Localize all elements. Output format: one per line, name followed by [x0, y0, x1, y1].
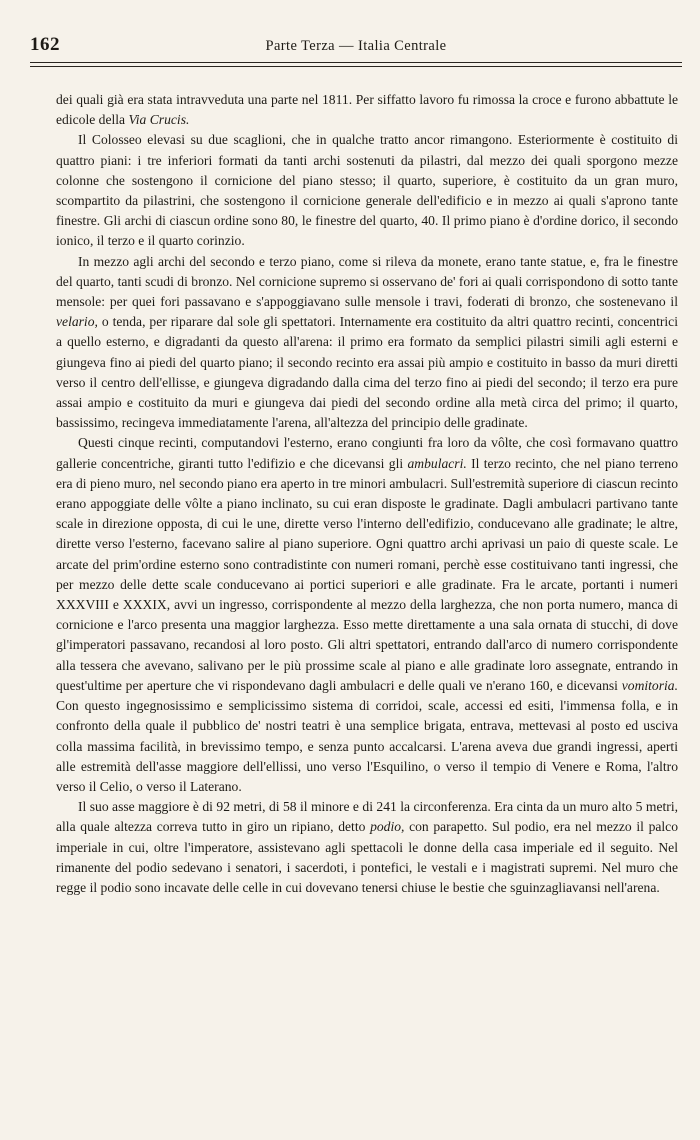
text-segment-italic: podio,: [370, 819, 405, 835]
running-title: Parte Terza — Italia Centrale: [265, 38, 447, 54]
text-segment-italic: velario,: [56, 314, 98, 330]
text-segment: dei quali già era stata intravveduta una parte nel 1811. Per siffatto lavoro fu rimossa la croce e furono abbattute le edicole della: [56, 92, 678, 128]
text-segment: Il Colosseo elevasi su due scaglioni, che in qualche tratto ancor rimangono. Esteriormente è costituito di quattro piani: i tre inferiori formati da tanti archi sostenuti da pilastri, dal mezzo dei quali sporgono mezze colonne che sostengono il cornicione del piano stesso; il quarto, superiore, è costituito da un gran muro, scompartito da pilastrini, che sostengono il cornicione generale dell'edificio e in mezzo ai quali s'aprono tante finestre. Gli archi di ciascun ordine sono 80, le finestre del quarto, 40. Il primo piano è d'ordine dorico, il secondo ionico, il terzo e il quarto corinzio.: [56, 132, 678, 249]
text-segment: o tenda, per riparare dal sole gli spettatori. Internamente era costituito da altri quattro recinti, concentrici a quello esterno, e digradanti da questo all'arena: il primo era formato da semplici pilastri simili agli esterni e giungeva fino ai piedi del quarto piano; il secondo recinto era assai più ampio e costituito in basso da muri diretti verso il centro dell'ellisse, e giungeva digradando dalla cima del terzo fino ai piedi del secondo; il terzo era pure assai ampio e costituito da muri e giungeva dai piedi del secondo ordine alla metà circa del primo; il quarto, bassissimo, recingeva immediatamente l'arena, all'altezza del principio delle gradinate.: [56, 314, 678, 431]
header-rule-thick: [30, 62, 682, 63]
paragraph: [56, 130, 678, 251]
paragraph: [56, 90, 678, 130]
body-text: [56, 90, 678, 898]
text-segment: con parapetto. Sul podio, era nel mezzo il palco imperiale in cui, oltre l'imperatore, assistevano agli spettacoli le donne della casa imperiale ed il seguito. Nel rimanente del podio sedevano i senatori, i sacerdoti, i pontefici, le vestali e i magistrati supremi. Nel muro che regge il podio sono incavate delle celle in cui dovevano tenersi chiuse le bestie che sguinzagliavansi nell'arena.: [56, 819, 679, 895]
text-segment: Il suo asse maggiore è di 92 metri, di 58 il minore e di 241 la circonferenza. Era cinta da un muro alto 5 metri, alla quale altezza correva tutto in giro un ripiano, detto: [56, 799, 678, 835]
text-segment: Con questo ingegnosissimo e semplicissimo sistema di corridoi, scale, accessi ed esiti, l'immensa folla, e in confronto della quale il pubblico de' nostri teatri è una semplice brigata, entrava, mettevasi al posto ed usciva colla massima facilità, in brevissimo tempo, e senza punto accalcarsi. L'arena aveva due grandi ingressi, aperti alle estremità dell'asse maggiore dell'ellissi, uno verso l'Esquilino, o verso il tempio di Venere e Roma, l'altro verso il Celio, o verso il Laterano.: [56, 698, 678, 794]
text-segment-italic: vomitoria.: [621, 677, 678, 693]
text-segment-italic: ambulacri.: [407, 455, 467, 471]
paragraph: [56, 252, 678, 434]
text-segment: Il terzo recinto, che nel piano terreno era di pieno muro, nel secondo piano era aperto in tre minori ambulacri. Sull'estremità superiore di ciascun recinto erano appoggiate delle vôlte a piano inclinato, su cui eran disposte le gradinate. Dagli ambulacri partivano tante scale in direzione opposta, di cui le une, dirette verso l'interno dell'edifizio, conducevano alle gradinate; le altre, dirette verso l'esterno, facevano salire al piano superiore. Ogni quattro archi aprivasi un paio di queste scale. Le arcate del prim'ordine esterno sono contradistinte con numeri romani, perchè esse costituivano tanti ingressi, che per mezzo delle dette scale conducevano ai portici superiori e alle gradinate. Fra le arcate, portanti i numeri XXXVIII e XXXIX, avvi un ingresso, corrispondente al mezzo della larghezza, che non porta numero, manca di cornicione e l'arco presenta una maggior larghezza. Esso mette direttamente a una sala ornata di stucchi, di dove gl'imperatori passavano, recandosi al loro posto. Gli altri spettatori, entrando dall'arco di numero corrispondente alla tessera che avevano, salivano per le più prossime scale al piano e alle gradinate loro assegnate, entrando in quest'ultime per aperture che vi rispondevano dagli ambulacri e delle quali ve n'erano 160, e dicevansi: [56, 455, 678, 693]
page-number: 162: [30, 34, 60, 55]
paragraph: [56, 797, 678, 898]
header-rule-thin: [30, 66, 682, 67]
text-segment: In mezzo agli archi del secondo e terzo piano, come si rileva da monete, erano tante statue, e, fra le finestre del quarto, tanti scudi di bronzo. Nel cornicione supremo si osservano de' fori ai quali corrispondono di sotto tante mensole: per quei fori passavano e s'appoggiavano sulle mensole i travi, foderati di bronzo, che sostenevano il: [56, 253, 678, 310]
text-segment-italic: Via Crucis.: [128, 112, 190, 128]
paragraph: [56, 433, 678, 797]
page-header: [30, 34, 682, 62]
text-segment: Questi cinque recinti, computandovi l'esterno, erano congiunti fra loro da vôlte, che così formavano quattro gallerie concentriche, giranti tutto l'edifizio e che dicevansi gli: [56, 435, 678, 471]
